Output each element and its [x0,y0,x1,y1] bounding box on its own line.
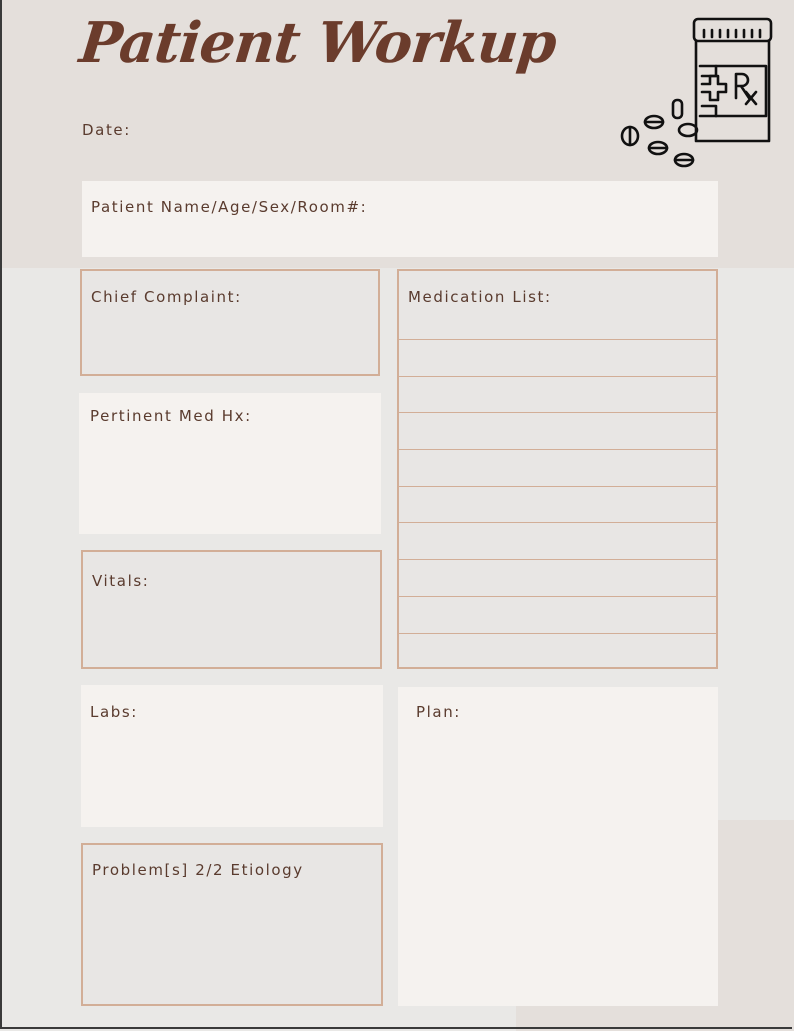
date-label: Date: [82,121,131,139]
chief-complaint-label: Chief Complaint: [91,288,242,306]
labs-label: Labs: [90,703,138,721]
vitals-label: Vitals: [92,572,150,590]
pertinent-med-hx-label: Pertinent Med Hx: [90,407,252,425]
problems-label: Problem[s] 2/2 Etiology [92,861,304,879]
medication-list-label: Medication List: [408,288,552,306]
plan-label: Plan: [416,703,461,721]
patient-info-label: Patient Name/Age/Sex/Room#: [91,198,368,216]
page-title: Patient Workup [76,10,560,76]
